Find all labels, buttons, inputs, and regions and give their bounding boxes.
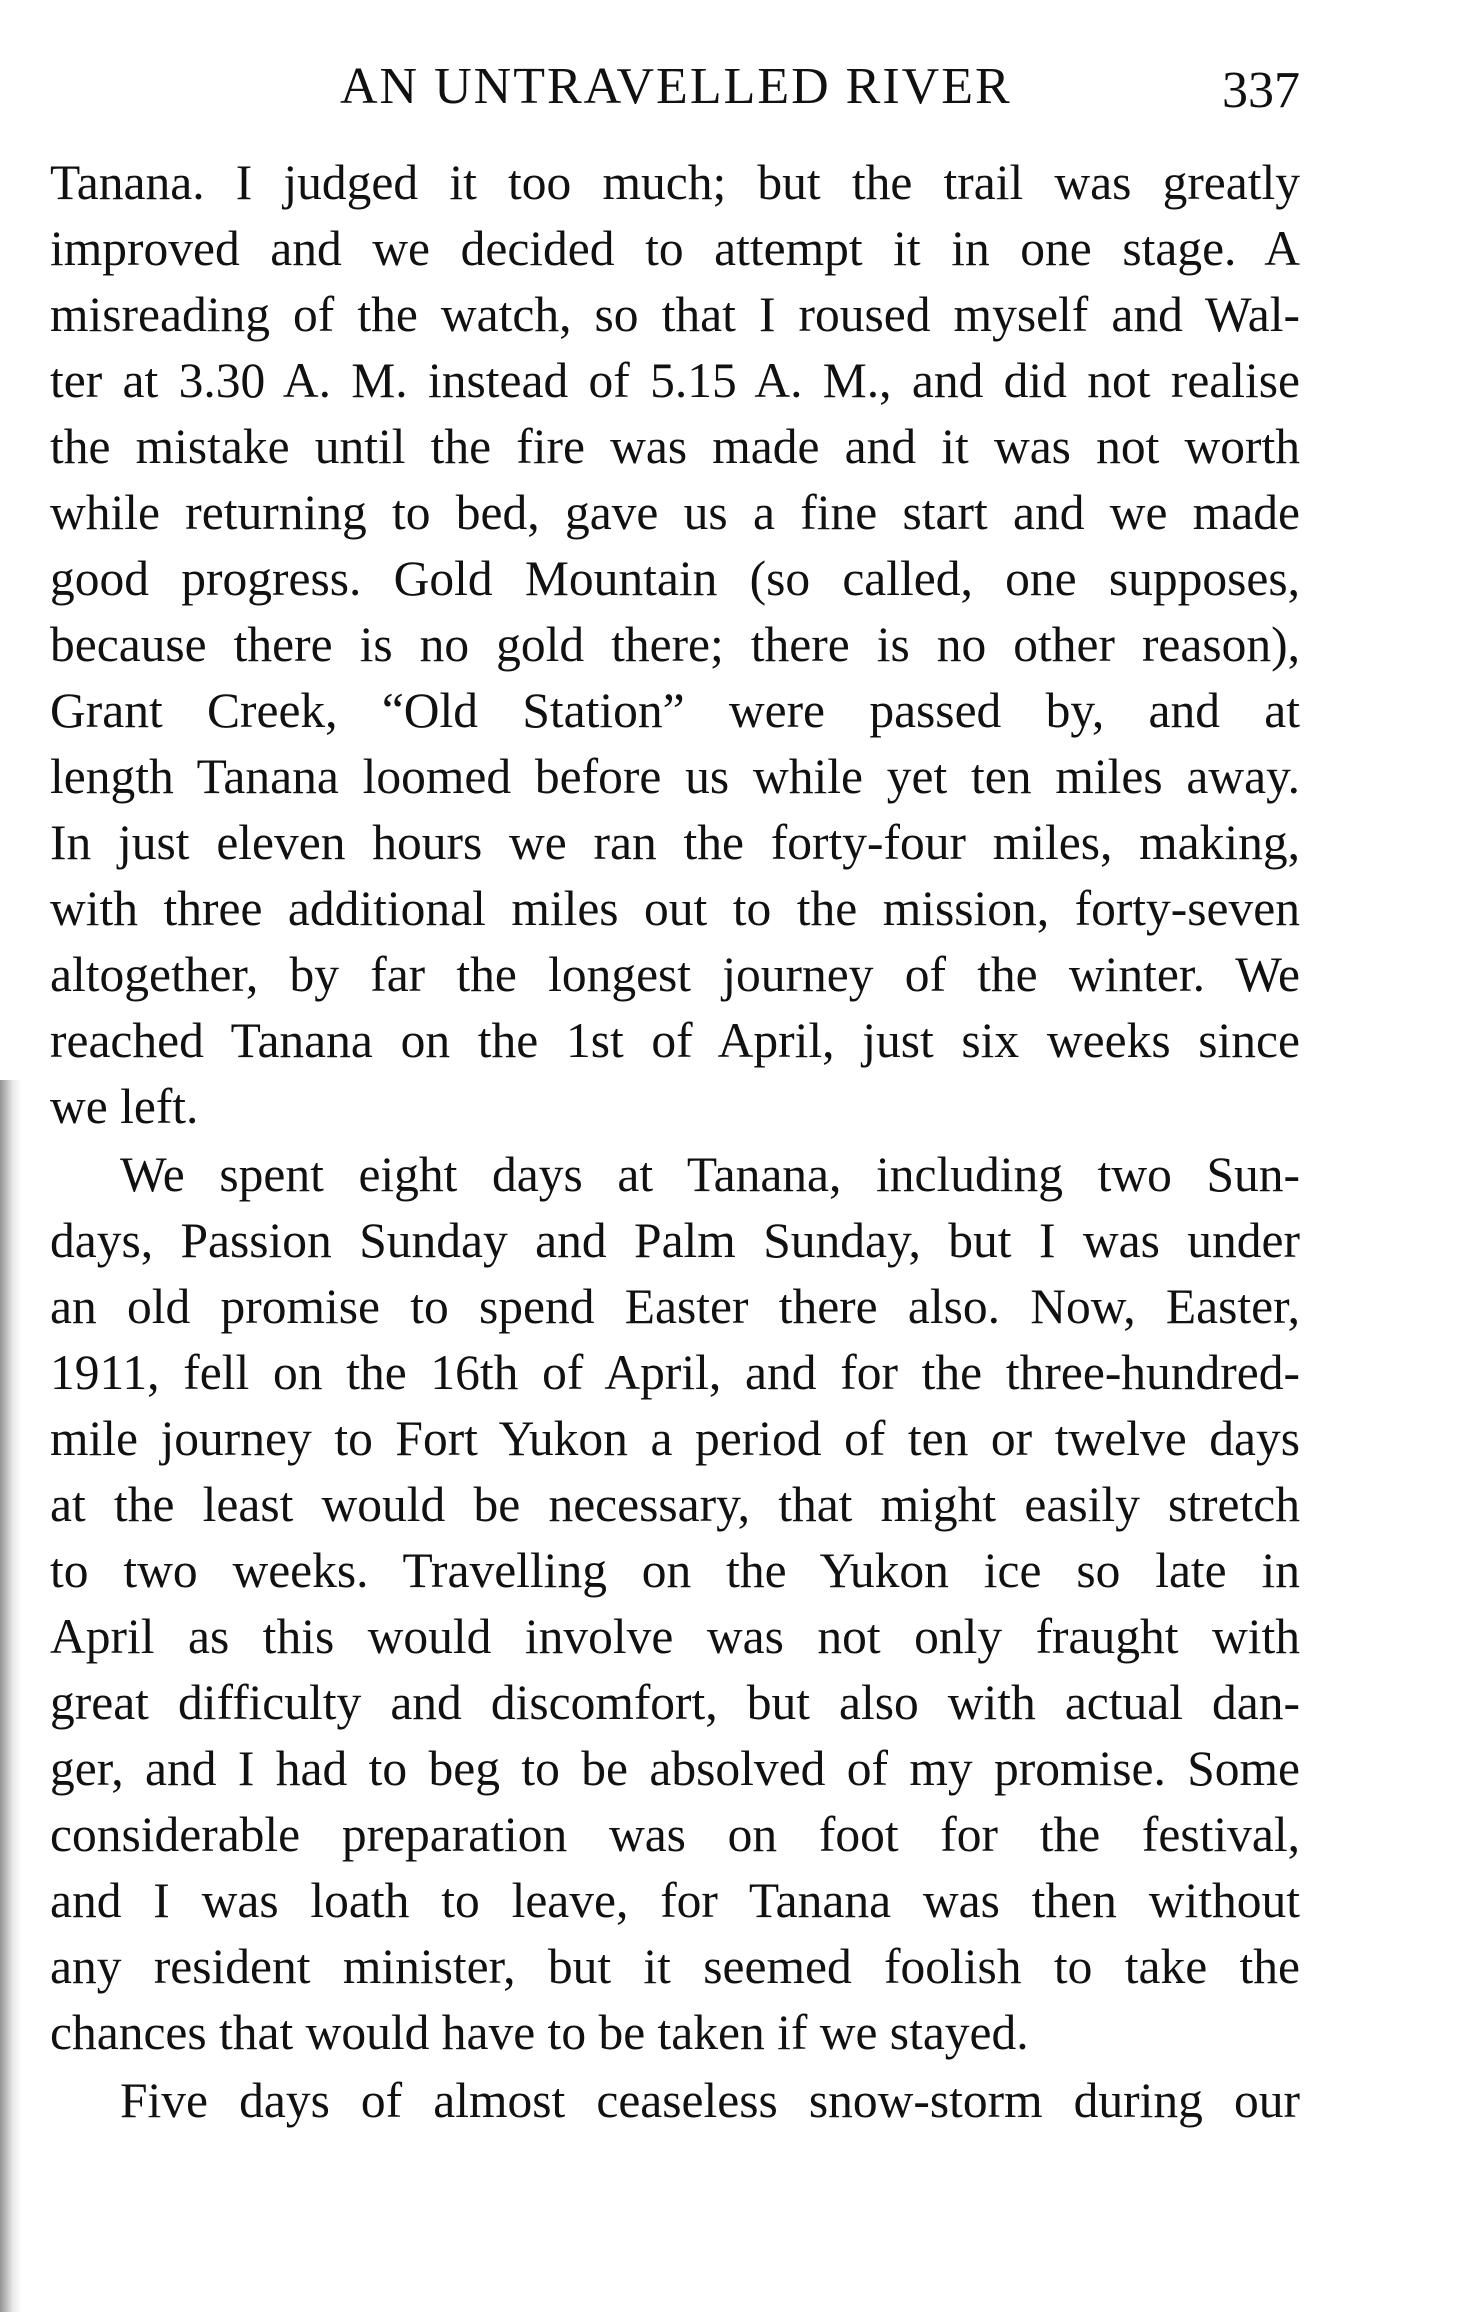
- paragraph: [50, 2068, 1300, 2134]
- text-line: improved and we decided to attempt it in one stage. A: [50, 221, 1300, 276]
- text-line: In just eleven hours we ran the forty-four miles, making,: [50, 815, 1300, 870]
- text-line: while returning to bed, gave us a fine start and we made: [50, 485, 1300, 540]
- text-line: great difficulty and discomfort, but also with actual dan-: [50, 1675, 1300, 1730]
- text-line: days, Passion Sunday and Palm Sunday, but I was under: [50, 1213, 1300, 1268]
- text-line: We spent eight days at Tanana, including two Sun-: [120, 1147, 1300, 1202]
- text-line: misreading of the watch, so that I roused myself and Wal-: [50, 287, 1300, 342]
- text-line: ger, and I had to beg to be absolved of my promise. Some: [50, 1741, 1300, 1796]
- text-line: mile journey to Fort Yukon a period of ten or twelve days: [50, 1411, 1300, 1466]
- paragraph: [50, 1142, 1300, 2066]
- text-line: we left.: [50, 1079, 199, 1134]
- text-line: considerable preparation was on foot for the festival,: [50, 1807, 1300, 1862]
- text-line: the mistake until the fire was made and it was not worth: [50, 419, 1300, 474]
- text-line: at the least would be necessary, that might easily stretch: [50, 1477, 1300, 1532]
- text-line: good progress. Gold Mountain (so called, one supposes,: [50, 551, 1300, 606]
- page-number: 337: [1222, 62, 1300, 119]
- body-text: [50, 150, 1300, 2134]
- text-line: because there is no gold there; there is no other reason),: [50, 617, 1300, 672]
- text-line: chances that would have to be taken if we stayed.: [50, 2005, 1029, 2060]
- text-line: ter at 3.30 A. M. instead of 5.15 A. M., and did not realise: [50, 353, 1300, 408]
- text-line: reached Tanana on the 1st of April, just six weeks since: [50, 1013, 1300, 1068]
- text-line: 1911, fell on the 16th of April, and for the three-hundred-: [50, 1345, 1300, 1400]
- text-line: to two weeks. Travelling on the Yukon ice so late in: [50, 1543, 1300, 1598]
- text-line: Grant Creek, “Old Station” were passed by, and at: [50, 683, 1300, 738]
- text-line: an old promise to spend Easter there also. Now, Easter,: [50, 1279, 1300, 1334]
- text-line: length Tanana loomed before us while yet ten miles away.: [50, 749, 1300, 804]
- paragraph: [50, 150, 1300, 1140]
- running-header: [50, 52, 1300, 122]
- text-line: Five days of almost ceaseless snow-storm during our: [120, 2073, 1300, 2128]
- text-line: altogether, by far the longest journey of the winter. We: [50, 947, 1300, 1002]
- binding-gutter-shadow: [0, 1080, 22, 2312]
- text-line: and I was loath to leave, for Tanana was then without: [50, 1873, 1300, 1928]
- running-title: AN UNTRAVELLED RIVER: [340, 58, 1012, 115]
- text-line: April as this would involve was not only fraught with: [50, 1609, 1300, 1664]
- text-line: with three additional miles out to the mission, forty-seven: [50, 881, 1300, 936]
- text-line: any resident minister, but it seemed foolish to take the: [50, 1939, 1300, 1994]
- text-line: Tanana. I judged it too much; but the trail was greatly: [50, 155, 1300, 210]
